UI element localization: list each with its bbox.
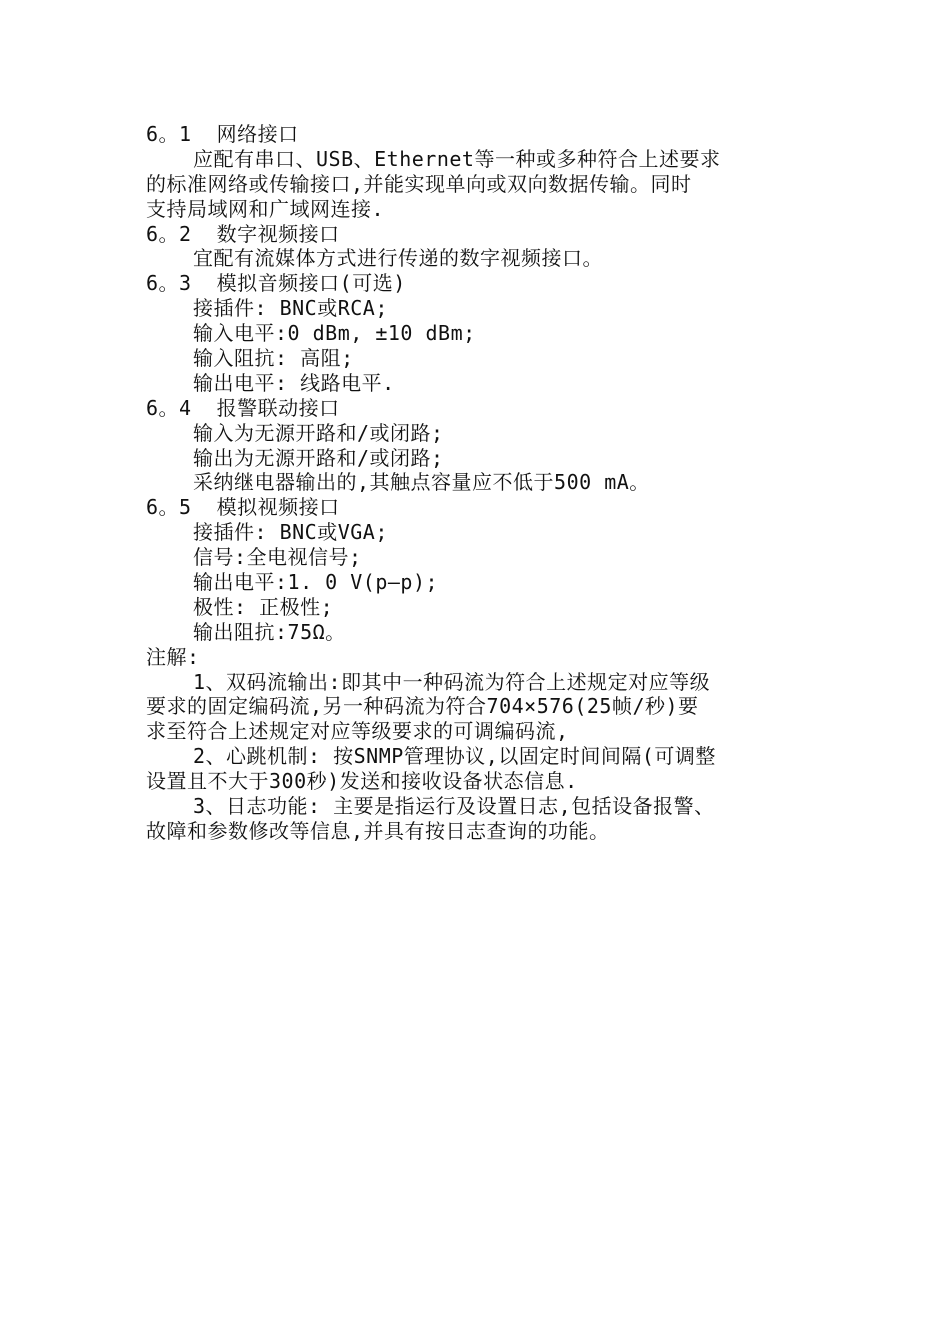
paragraph-line: 宜配有流媒体方式进行传递的数字视频接口。 — [193, 246, 603, 271]
spec-line: 输入为无源开路和/或闭路; — [193, 420, 444, 445]
spec-line: 接插件: BNC或VGA; — [193, 520, 388, 545]
spec-line: 极性: 正极性; — [193, 594, 334, 619]
document-body — [146, 122, 810, 844]
paragraph-line: 支持局域网和广域网连接. — [146, 196, 385, 221]
note-line: 3、日志功能: 主要是指运行及设置日志,包括设备报警、 — [193, 794, 715, 819]
note-line: 故障和参数修改等信息,并具有按日志查询的功能。 — [146, 818, 610, 843]
spec-line: 采纳继电器输出的,其触点容量应不低于500 mA。 — [193, 470, 650, 495]
note-line: 设置且不大于300秒)发送和接收设备状态信息. — [146, 769, 578, 794]
spec-line: 输出电平:1. 0 V(p—p); — [193, 570, 439, 595]
note-line: 1、双码流输出:即其中一种码流为符合上述规定对应等级 — [193, 669, 711, 694]
section-heading-network-interface: 6。1 网络接口 — [146, 122, 299, 146]
paragraph-line: 应配有串口、USB、Ethernet等一种或多种符合上述要求 — [193, 146, 721, 171]
section-heading-analog-video-interface: 6。5 模拟视频接口 — [146, 495, 340, 520]
section-heading-analog-audio-interface: 6。3 模拟音频接口(可选) — [146, 271, 406, 296]
spec-line: 输出为无源开路和/或闭路; — [193, 445, 444, 470]
note-line: 求至符合上述规定对应等级要求的可调编码流, — [146, 719, 569, 744]
notes-heading: 注解: — [146, 644, 200, 669]
note-line: 要求的固定编码流,另一种码流为符合704×576(25帧/秒)要 — [146, 694, 699, 719]
note-line: 2、心跳机制: 按SNMP管理协议,以固定时间间隔(可调整 — [193, 744, 716, 769]
section-heading-digital-video-interface: 6。2 数字视频接口 — [146, 221, 340, 246]
section-heading-alarm-interface: 6。4 报警联动接口 — [146, 395, 340, 420]
spec-line: 输出阻抗:75Ω。 — [193, 619, 346, 644]
paragraph-line: 的标准网络或传输接口,并能实现单向或双向数据传输。同时 — [146, 171, 692, 196]
spec-line: 输入电平:0 dBm, ±10 dBm; — [193, 321, 476, 346]
spec-line: 接插件: BNC或RCA; — [193, 296, 388, 321]
spec-line: 信号:全电视信号; — [193, 545, 362, 570]
spec-line: 输出电平: 线路电平. — [193, 370, 395, 395]
spec-line: 输入阻抗: 高阻; — [193, 346, 354, 371]
